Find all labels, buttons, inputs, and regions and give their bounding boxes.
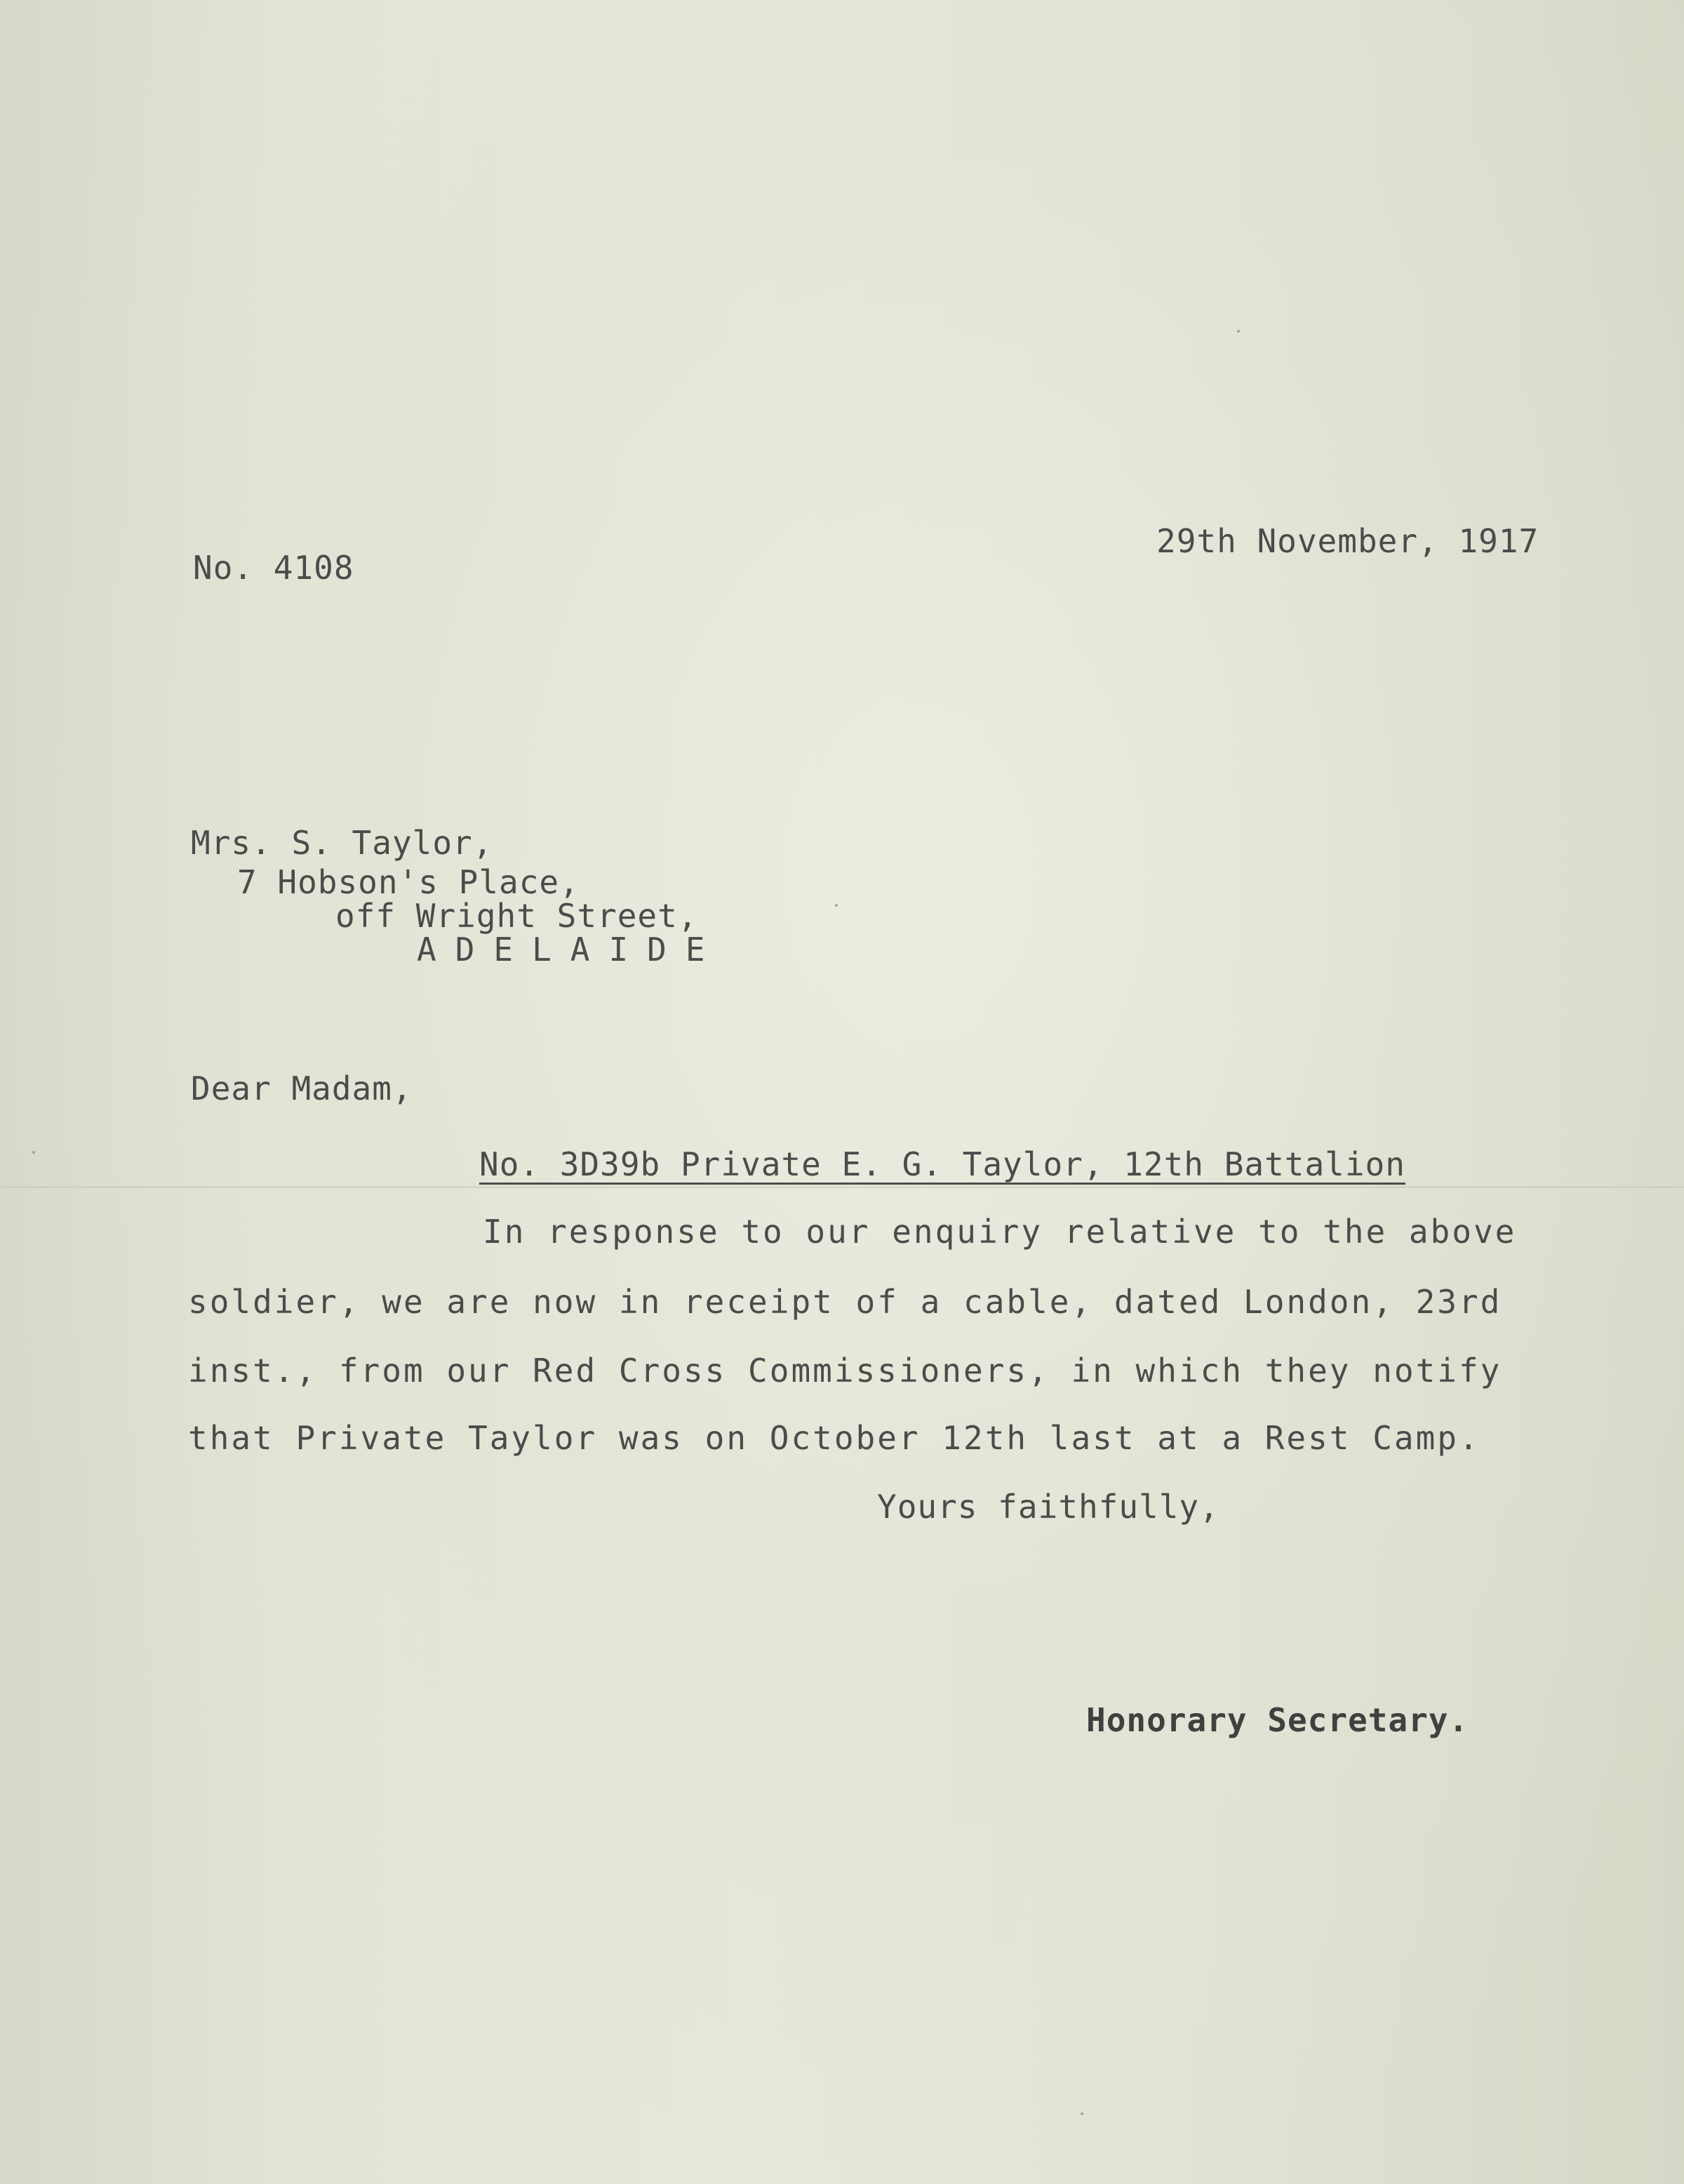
subject-line: No. 3D39b Private E. G. Taylor, 12th Battalion <box>479 1145 1405 1183</box>
body-line: that Private Taylor was on October 12th last at a Rest Camp. <box>188 1419 1481 1457</box>
paper-speck <box>1237 330 1240 333</box>
reference-number: No. 4108 <box>193 549 354 587</box>
paper-speck <box>835 904 838 907</box>
letter-date: 29th November, 1917 <box>1156 522 1539 560</box>
closing: Yours faithfully, <box>877 1488 1219 1526</box>
recipient-city: ADELAIDE <box>417 931 724 968</box>
recipient-address-line2: off Wright Street, <box>335 897 698 935</box>
body-line: In response to our enquiry relative to the above <box>483 1213 1517 1251</box>
body-line: soldier, we are now in receipt of a cable, dated London, 23rd <box>188 1283 1502 1321</box>
body-line: inst., from our Red Cross Commissioners, in which they notify <box>188 1352 1502 1390</box>
salutation: Dear Madam, <box>191 1070 413 1107</box>
recipient-name: Mrs. S. Taylor, <box>191 824 493 862</box>
paper-fold <box>0 1186 1684 1188</box>
paper-speck <box>1081 2112 1083 2115</box>
paper-speck <box>32 1151 35 1154</box>
recipient-address-line1: 7 Hobson's Place, <box>237 863 580 901</box>
signatory-title: Honorary Secretary. <box>1086 1701 1469 1739</box>
